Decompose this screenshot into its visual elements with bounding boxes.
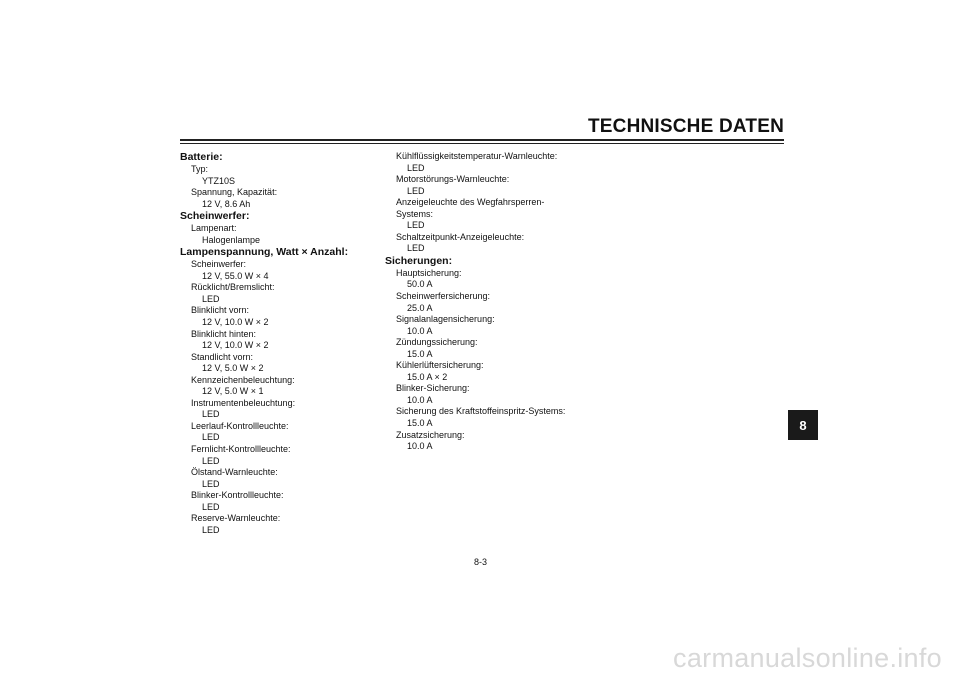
spec-heading: Batterie: xyxy=(180,151,223,163)
spec-value: 15.0 A xyxy=(407,418,433,429)
spec-value: LED xyxy=(202,432,220,443)
spec-value: LED xyxy=(202,409,220,420)
spec-label: Scheinwerfer: xyxy=(191,259,247,270)
header-rule-thin xyxy=(180,143,784,144)
spec-label: Blinklicht hinten: xyxy=(191,328,257,339)
spec-value: LED xyxy=(202,293,220,304)
spec-label: Rücklicht/Bremslicht: xyxy=(191,282,275,293)
spec-value: YTZ10S xyxy=(202,175,236,186)
spec-label: Typ: xyxy=(191,164,209,174)
spec-label: Sicherung des Kraftstoffeinspritz-Systems: xyxy=(396,406,566,417)
spec-value: 12 V, 5.0 W × 2 xyxy=(202,363,264,374)
spec-label: Kühlflüssigkeitstemperatur-Warnleuchte: xyxy=(396,151,558,161)
spec-value: LED xyxy=(407,220,425,231)
chapter-tab: 8 xyxy=(788,410,818,440)
spec-label: Kühlerlüftersicherung: xyxy=(396,360,484,371)
spec-label: Blinker-Kontrollleuchte: xyxy=(191,490,284,501)
spec-value: LED xyxy=(407,185,425,196)
spec-value: 10.0 A xyxy=(407,325,433,336)
spec-label: Leerlauf-Kontrollleuchte: xyxy=(191,420,289,431)
spec-value: LED xyxy=(202,478,220,489)
spec-label: Scheinwerfersicherung: xyxy=(396,291,491,302)
spec-value: LED xyxy=(202,455,220,466)
spec-value: LED xyxy=(202,524,220,535)
spec-value: 12 V, 55.0 W × 4 xyxy=(202,270,269,281)
spec-value: 12 V, 10.0 W × 2 xyxy=(202,340,269,351)
spec-value: 12 V, 5.0 W × 1 xyxy=(202,386,264,397)
spec-value: 12 V, 8.6 Ah xyxy=(202,198,251,209)
spec-label: Spannung, Kapazität: xyxy=(191,187,278,198)
spec-label: Kennzeichenbeleuchtung: xyxy=(191,374,295,385)
spec-label: Standlicht vorn: xyxy=(191,351,254,362)
spec-label: Ölstand-Warnleuchte: xyxy=(191,467,278,478)
spec-value: 10.0 A xyxy=(407,394,433,405)
spec-value: 10.0 A xyxy=(407,441,433,452)
watermark: carmanualsonline.info xyxy=(673,643,942,673)
spec-column-right xyxy=(385,151,581,453)
spec-label: Lampenart: xyxy=(191,223,237,234)
spec-label: Schaltzeitpunkt-Anzeigeleuchte: xyxy=(396,231,525,242)
spec-value: 25.0 A xyxy=(407,302,433,313)
spec-heading: Sicherungen: xyxy=(385,254,453,267)
spec-column-left xyxy=(180,151,376,536)
spec-value: 50.0 A xyxy=(407,279,433,290)
spec-label: Signalanlagensicherung: xyxy=(396,314,495,325)
spec-label: Blinklicht vorn: xyxy=(191,305,250,316)
spec-label: Hauptsicherung: xyxy=(396,267,462,278)
spec-value: 12 V, 10.0 W × 2 xyxy=(202,317,269,328)
spec-value: Halogenlampe xyxy=(202,234,261,245)
header-rule-thick xyxy=(180,139,784,141)
spec-label: Motorstörungs-Warnleuchte: xyxy=(396,174,510,185)
spec-heading: Scheinwerfer: xyxy=(180,210,250,223)
spec-heading: Lampenspannung, Watt × Anzahl: xyxy=(180,246,349,259)
page-number: 8-3 xyxy=(474,557,488,567)
spec-label: Zusatzsicherung: xyxy=(396,429,465,440)
spec-label: Reserve-Warnleuchte: xyxy=(191,513,281,524)
spec-label: Blinker-Sicherung: xyxy=(396,383,470,394)
spec-label: Instrumentenbeleuchtung: xyxy=(191,397,296,408)
spec-value: LED xyxy=(407,162,425,173)
spec-label: Fernlicht-Kontrollleuchte: xyxy=(191,444,291,455)
spec-value: LED xyxy=(202,501,220,512)
spec-label: Zündungssicherung: xyxy=(396,337,478,348)
spec-value: 15.0 A xyxy=(407,348,433,359)
page-title: TECHNISCHE DATEN xyxy=(587,116,784,137)
spec-value: LED xyxy=(407,243,425,254)
spec-value: 15.0 A × 2 xyxy=(407,371,448,382)
spec-label: Systems: xyxy=(396,208,434,219)
spec-label: Anzeigeleuchte des Wegfahrsperren- xyxy=(396,197,545,208)
